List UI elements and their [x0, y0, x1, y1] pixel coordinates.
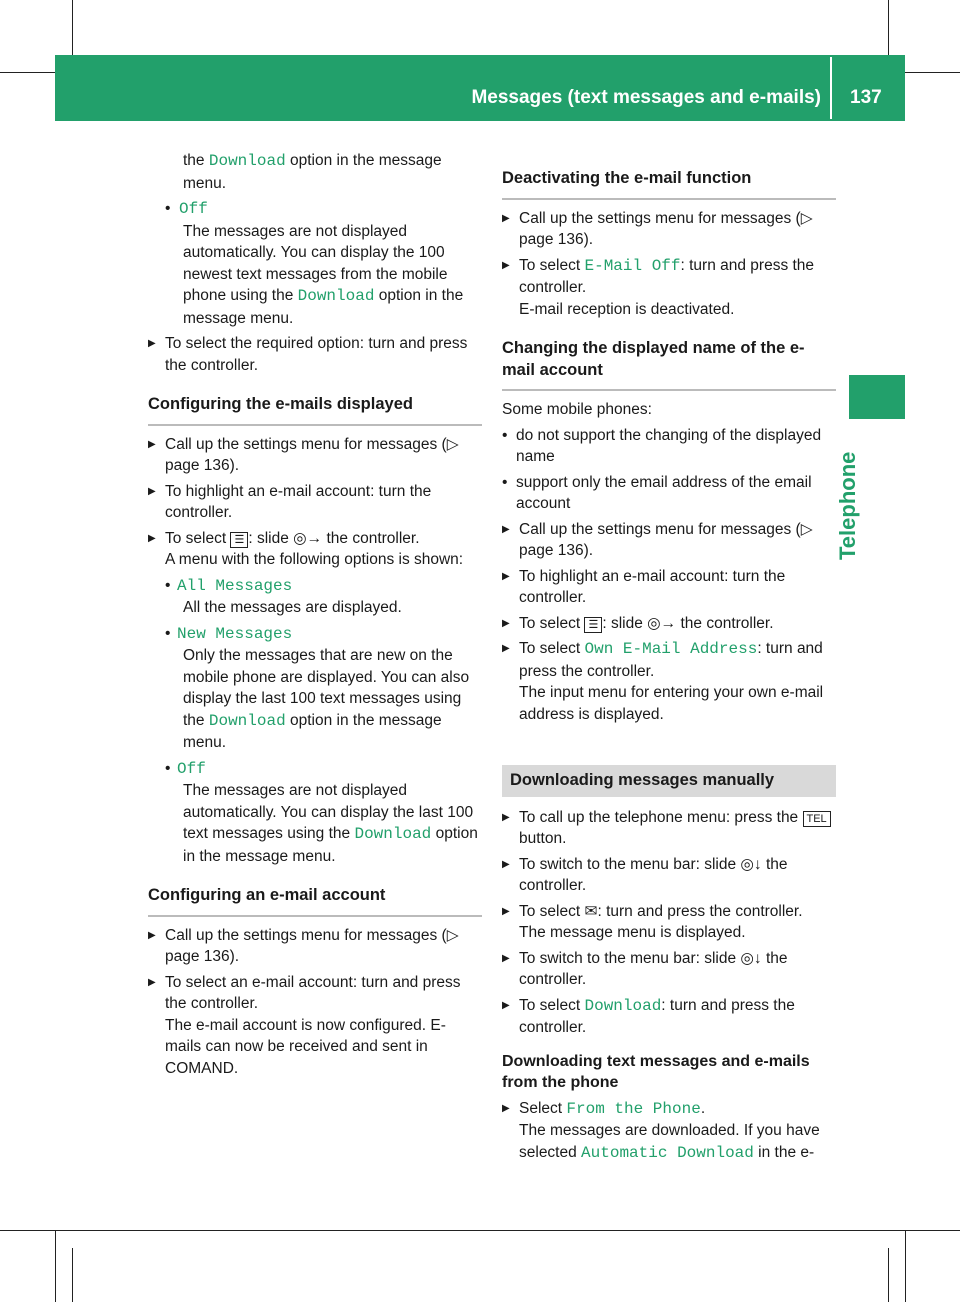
step: ▶ Select From the Phone. The messages are downloaded. If you have selected Automatic Download in the e- [502, 1098, 836, 1165]
step: ▶ To select ✉: turn and press the controller. The message menu is displayed. [502, 901, 836, 944]
list-item: • Off [165, 758, 482, 781]
list-item: • Off [165, 198, 482, 221]
step: ▶ To highlight an e-mail account: turn the controller. [502, 566, 836, 609]
list-item: • All Messages [165, 575, 482, 598]
paragraph: The messages are not displayed automatically. You can display the 100 newest text messages from the mobile phone using the Download option in the message menu. [183, 222, 464, 327]
crop-mark [72, 1248, 73, 1302]
step: ▶ To call up the telephone menu: press the TEL button. [502, 807, 836, 850]
step: ▶ To highlight an e-mail account: turn the controller. [148, 481, 482, 524]
step: ▶ To select an e-mail account: turn and press the controller. The e-mail account is now configured. E-mails can now be received and sent in COMAND. [148, 972, 482, 1080]
list-item: • support only the email address of the email account [502, 472, 836, 515]
header-title: Messages (text messages and e-mails) [471, 87, 821, 108]
step: ▶ Call up the settings menu for messages (▷ page 136). [502, 208, 836, 251]
step: ▶ To switch to the menu bar: slide ◎↓ the controller. [502, 854, 836, 897]
crop-mark [888, 1248, 889, 1302]
step: ▶ To select Download: turn and press the controller. [502, 995, 836, 1039]
section-box-heading: Downloading messages manually [502, 765, 836, 797]
envelope-icon: ✉ [584, 902, 598, 920]
crop-mark [72, 0, 73, 55]
step: ▶ To select E-Mail Off: turn and press the controller. E-mail reception is deactivated. [502, 255, 836, 321]
paragraph: Only the messages that are new on the mobile phone are displayed. You can also display the last 100 text messages using the Download option in the message menu. [183, 647, 470, 751]
section-heading: Changing the displayed name of the e-mail account [502, 338, 836, 391]
step: ▶ To switch to the menu bar: slide ◎↓ the controller. [502, 948, 836, 991]
menu-icon: ☰ [230, 532, 248, 548]
section-heading: Deactivating the e-mail function [502, 168, 836, 200]
tel-button-icon: TEL [803, 811, 831, 827]
header-separator [830, 57, 832, 119]
step: ▶ Call up the settings menu for messages (▷ page 136). [148, 925, 482, 968]
step: ▶ To select the required option: turn and press the controller. [148, 333, 482, 376]
crop-mark [905, 1230, 906, 1302]
list-item: • do not support the changing of the displayed name [502, 425, 836, 468]
section-heading: Configuring an e-mail account [148, 885, 482, 917]
paragraph: The messages are not displayed automatically. You can display the last 100 text messages using the Download option in the message menu. [183, 782, 478, 865]
subheading: Downloading text messages and e-mails from the phone [502, 1052, 810, 1091]
crop-mark [0, 1230, 960, 1231]
paragraph: the Download option in the message menu. [183, 152, 442, 192]
paragraph: Some mobile phones: [502, 401, 652, 418]
section-heading: Configuring the e-mails displayed [148, 394, 482, 426]
right-column [502, 150, 836, 1164]
step: ▶ Call up the settings menu for messages (▷ page 136). [502, 519, 836, 562]
page-header [55, 55, 905, 121]
step: ▶ To select ☰ : slide ◎→ the controller. [502, 613, 836, 635]
left-column [148, 150, 482, 1079]
side-tab [849, 375, 905, 419]
list-item: • New Messages [165, 623, 482, 646]
step: ▶ To select ☰ : slide ◎→ the controller. A menu with the following options is shown: [148, 528, 482, 571]
step: ▶ Call up the settings menu for messages (▷ page 136). [148, 434, 482, 477]
page-number: 137 [850, 87, 882, 108]
crop-mark [55, 1230, 56, 1302]
crop-mark [888, 0, 889, 55]
paragraph: All the messages are displayed. [183, 599, 402, 616]
step: ▶ To select Own E-Mail Address: turn and press the controller. The input menu for entering your own e-mail address is displayed. [502, 638, 836, 725]
menu-icon: ☰ [584, 617, 602, 633]
side-tab-label: Telephone [835, 451, 860, 560]
